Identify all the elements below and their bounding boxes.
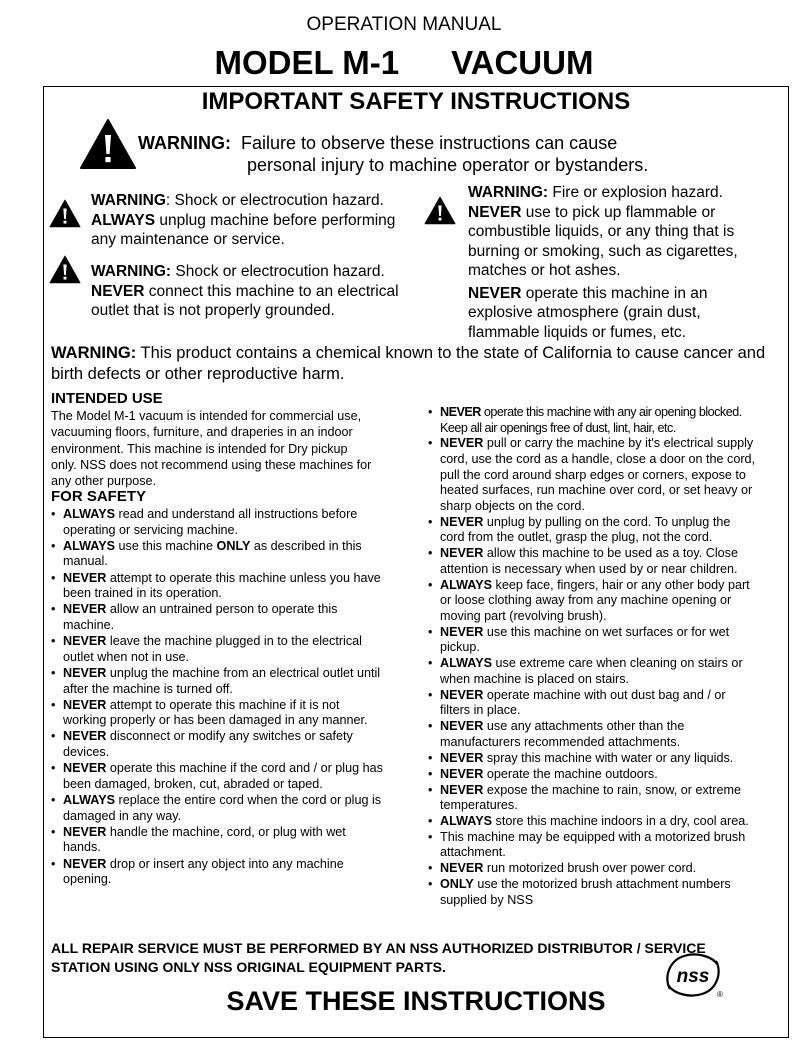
safety-text: use this machine: [115, 538, 217, 553]
safety-keyword: NEVER: [440, 624, 484, 639]
main-warning-label: WARNING:: [138, 133, 231, 153]
safety-keyword: ONLY: [216, 538, 251, 553]
safety-keyword: NEVER: [440, 436, 484, 451]
safety-keyword: NEVER: [63, 856, 107, 871]
warning-triangle-icon: [79, 118, 137, 170]
safety-text: use any attachments other than the manufacturers recommended attachments.: [440, 719, 685, 749]
safety-text: use extreme care when cleaning on stairs or when machine is placed on stairs.: [440, 656, 743, 686]
logo-text: nss: [676, 966, 710, 987]
safety-list-item: [51, 602, 386, 633]
safety-text: as described in this manual.: [63, 538, 362, 569]
safety-list-item: [428, 656, 758, 687]
safety-text: This machine may be equipped with a motorized brush attachment.: [440, 829, 746, 860]
safety-list-item: [428, 625, 758, 656]
safety-list-item: [428, 830, 758, 861]
safety-keyword: NEVER: [440, 766, 484, 781]
safety-list-item: [51, 507, 386, 538]
safety-list-item: [428, 767, 758, 783]
safety-list-item: [51, 729, 386, 760]
logo-registered-mark: ®: [717, 990, 723, 999]
safety-keyword: ALWAYS: [63, 507, 116, 521]
safety-keyword: NEVER: [440, 514, 484, 529]
warning-label: WARNING: [91, 192, 166, 209]
safety-keyword: NEVER: [440, 861, 484, 876]
safety-list-item: [428, 814, 758, 830]
model-title: [0, 44, 808, 82]
safety-list-item: [428, 436, 758, 514]
warning-text: unplug machine before performing any maintenance or service.: [91, 211, 396, 248]
safety-keyword: NEVER: [63, 729, 107, 744]
warning-keyword: NEVER: [468, 203, 522, 221]
safety-list-item: [428, 877, 758, 908]
warning-text: Fire or explosion hazard.: [548, 184, 723, 201]
fire-warning: [468, 183, 768, 342]
safety-list-left: [51, 507, 386, 888]
main-warning: [138, 132, 758, 176]
safety-text: leave the machine plugged in to the electrical outlet when not in use.: [63, 634, 362, 664]
safety-list-item: [51, 857, 386, 888]
safety-list-item: [51, 539, 386, 570]
warning-triangle-icon: [49, 199, 81, 228]
safety-text: store this machine indoors in a dry, cool area.: [492, 814, 749, 828]
safety-list-item: [428, 688, 758, 719]
safety-keyword: NEVER: [63, 602, 107, 617]
warning-keyword: NEVER: [468, 284, 522, 302]
safety-text: pull or carry the machine by it's electrical supply cord, use the cord as a handle, close a door on the cord, pull the cord around sharp edges or corners, expose to heated surfaces, run machine over cord, or set heavy or sharp objects on the cord.: [440, 436, 756, 513]
safety-text: attempt to operate this machine if it is not working properly or has been damaged in any manner.: [63, 697, 368, 728]
safety-list-item: [428, 578, 758, 625]
prop65-warning: [51, 343, 781, 385]
safety-text: operate this machine if the cord and / or plug has been damaged, broken, cut, abraded or taped.: [63, 761, 383, 791]
safety-text: allow an untrained person to operate this machine.: [63, 602, 338, 632]
safety-list-item: [51, 634, 386, 665]
safety-list-item: [428, 546, 758, 577]
warning-text: use to pick up flammable or combustible liquids, or any thing that is burning or smoking, such as cigarettes, matches or hot ashes.: [468, 203, 738, 279]
safety-text: attempt to operate this machine unless you have been trained in its operation.: [63, 570, 381, 601]
safety-list-item: [428, 861, 758, 877]
warning-text: This product contains a chemical known to the state of California to cause cancer and birth defects or other reproductive harm.: [51, 344, 766, 383]
safety-list-item: [428, 751, 758, 767]
shock-warning-1: [91, 191, 413, 250]
warning-label: WARNING:: [51, 344, 137, 362]
safety-text: spray this machine with water or any liquids.: [483, 750, 734, 765]
warning-text: Shock or electrocution hazard.: [171, 263, 385, 280]
safety-list-item: [51, 793, 386, 824]
safety-list-item: [428, 405, 758, 436]
safety-keyword: NEVER: [440, 719, 484, 734]
safety-keyword: NEVER: [63, 570, 107, 585]
safety-keyword: NEVER: [63, 634, 107, 649]
warning-keyword: NEVER: [91, 282, 145, 300]
safety-list-right: [428, 405, 758, 909]
product-name: VACUUM: [451, 44, 594, 81]
safety-text: allow this machine to be used as a toy. Close attention is necessary when used by or near children.: [440, 546, 738, 576]
safety-list-item: [428, 783, 758, 814]
safety-keyword: ALWAYS: [440, 656, 493, 671]
model-name: MODEL M-1: [214, 44, 400, 81]
safety-list-item: [51, 571, 386, 602]
intended-use-text: The Model M-1 vacuum is intended for commercial use, vacuuming floors, furniture, and draperies in an indoor environment. This machine is intended for Dry pickup only. NSS does not recommend using these machines for any other purpose.: [51, 409, 372, 489]
safety-text: read and understand all instructions before operating or servicing machine.: [63, 507, 358, 537]
safety-keyword: NEVER: [63, 665, 107, 680]
safety-text: operate the machine outdoors.: [483, 766, 658, 781]
shock-warning-2: [91, 262, 413, 321]
safety-list-item: [51, 761, 386, 792]
warning-text: connect this machine to an electrical outlet that is not properly grounded.: [91, 282, 399, 319]
safety-heading: IMPORTANT SAFETY INSTRUCTIONS: [201, 88, 631, 115]
safety-text: operate machine with out dust bag and / or filters in place.: [440, 687, 726, 718]
safety-list-item: [51, 666, 386, 697]
safety-keyword: ALWAYS: [63, 538, 116, 553]
save-instructions: SAVE THESE INSTRUCTIONS: [226, 986, 606, 1016]
warning-text: operate this machine in an explosive atmosphere (grain dust, flammable liquids or fumes, etc.: [468, 284, 708, 341]
warning-keyword: ALWAYS: [91, 211, 156, 229]
warning-label: WARNING:: [91, 263, 172, 280]
safety-text: handle the machine, cord, or plug with wet hands.: [63, 824, 346, 855]
safety-list-item: [428, 719, 758, 750]
safety-keyword: NEVER: [440, 782, 484, 797]
safety-list-item: [428, 515, 758, 546]
safety-keyword: NEVER: [440, 405, 481, 419]
repair-notice: ALL REPAIR SERVICE MUST BE PERFORMED BY AN NSS AUTHORIZED DISTRIBUTOR / SERVICE STATION USING ONLY NSS ORIGINAL EQUIPMENT PARTS.: [51, 940, 706, 975]
safety-keyword: NEVER: [63, 697, 107, 712]
safety-text: use this machine on wet surfaces or for wet pickup.: [440, 624, 730, 655]
safety-text: keep face, fingers, hair or any other body part or loose clothing away from any machine opening or moving part (revolving brush).: [440, 577, 750, 623]
safety-keyword: ONLY: [440, 877, 474, 892]
safety-keyword: NEVER: [63, 824, 107, 839]
for-safety-heading: FOR SAFETY: [51, 488, 147, 505]
safety-list-item: [51, 698, 386, 729]
safety-keyword: NEVER: [440, 750, 484, 765]
safety-text: unplug the machine from an electrical outlet until after the machine is turned off.: [63, 665, 381, 696]
safety-text: drop or insert any object into any machine opening.: [63, 856, 344, 887]
safety-text: operate this machine with any air opening blocked. Keep all air openings free of dust, lint, hair, etc.: [440, 405, 742, 435]
warning-label: WARNING:: [468, 184, 549, 201]
safety-keyword: NEVER: [63, 761, 107, 776]
safety-keyword: ALWAYS: [440, 577, 493, 592]
safety-text: disconnect or modify any switches or safety devices.: [63, 729, 353, 760]
main-warning-line1: Failure to observe these instructions can cause: [241, 133, 618, 153]
safety-text: replace the entire cord when the cord or plug is damaged in any way.: [63, 793, 382, 823]
safety-keyword: ALWAYS: [63, 793, 116, 808]
main-warning-line2: personal injury to machine operator or bystanders.: [247, 155, 649, 175]
warning-triangle-icon: [49, 255, 81, 284]
safety-keyword: ALWAYS: [440, 814, 493, 828]
safety-text: use the motorized brush attachment numbers supplied by NSS: [440, 877, 731, 907]
safety-keyword: NEVER: [440, 546, 484, 561]
safety-text: expose the machine to rain, snow, or extreme temperatures.: [440, 782, 741, 813]
safety-keyword: NEVER: [440, 687, 484, 702]
warning-text: : Shock or electrocution hazard.: [165, 192, 384, 209]
warning-triangle-icon: [424, 196, 456, 225]
safety-text: unplug by pulling on the cord. To unplug the cord from the outlet, grasp the plug, not the cord.: [440, 514, 731, 545]
intended-use-heading: INTENDED USE: [51, 390, 163, 407]
manual-label: OPERATION MANUAL: [306, 14, 502, 35]
safety-list-item: [51, 825, 386, 856]
safety-text: run motorized brush over power cord.: [483, 861, 697, 876]
